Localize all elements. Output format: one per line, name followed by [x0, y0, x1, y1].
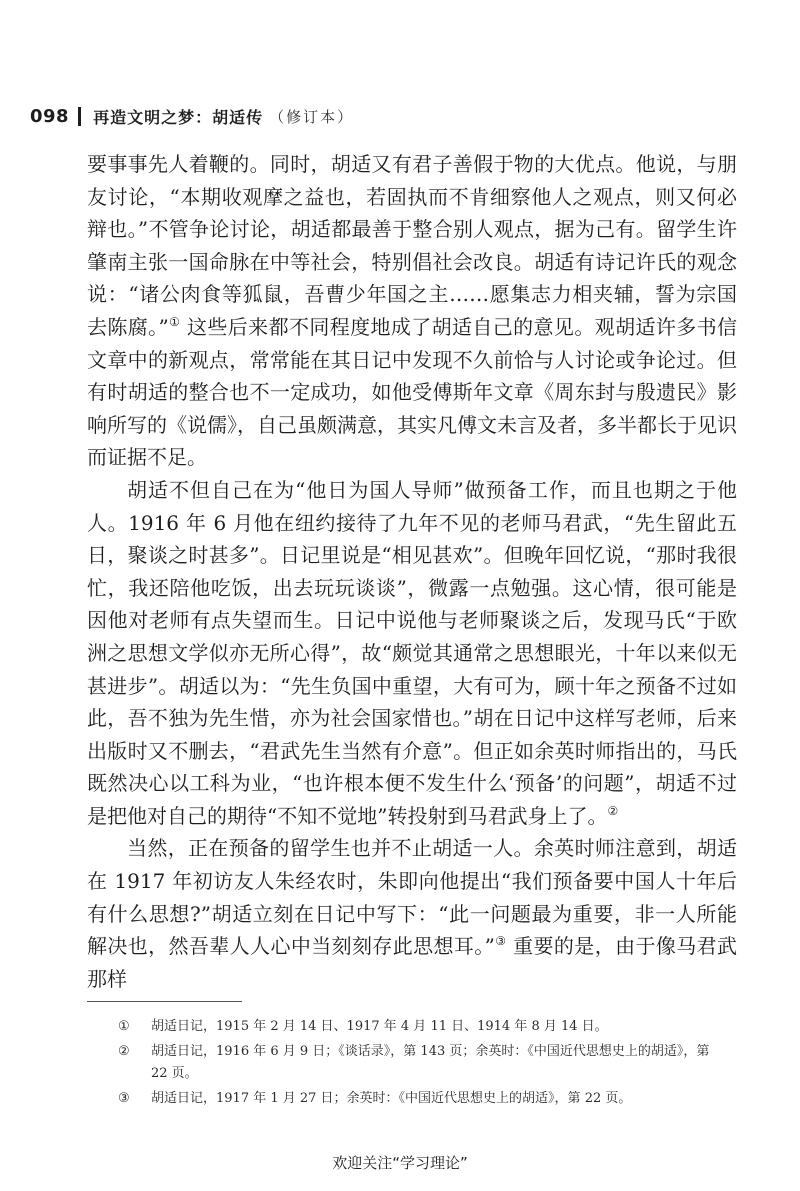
- running-head: [30, 104, 354, 128]
- paragraph-text: 当然，正在预备的留学生也并不止胡适一人。余英时师注意到，胡适在 1917 年初访友人朱经农时，朱即向他提出“我们预备要中国人十年后有什么思想?”胡适立刻在日记中写下：“此一问题最为重要，非一人所能解决也，然吾辈人人心中当刻刻存此思想耳。”: [87, 836, 737, 959]
- paragraph-3: [87, 832, 737, 995]
- book-title: 再造文明之梦：胡适传: [93, 107, 264, 127]
- footnote-1: [118, 1016, 730, 1038]
- footnote-mark: ①: [118, 1019, 130, 1034]
- book-subtitle: （修订本）: [269, 107, 355, 126]
- footnotes: [118, 1016, 730, 1113]
- footnote-text: 胡适日记，1916 年 6 月 9 日；《谈话录》，第 143 页；余英时：《中国近代思想史上的胡适》，第 22 页。: [151, 1044, 710, 1081]
- header-divider-bar: [78, 107, 81, 126]
- footnote-mark: ②: [118, 1044, 130, 1059]
- paragraph-text: 要事事先人着鞭的。同时，胡适又有君子善假于物的大优点。他说，与朋友讨论，“本期收观摩之益也，若固执而不肯细察他人之观点，则又何必辩也。”不管争论讨论，胡适都最善于整合别人观点，据为己有。留学生许肇南主张一国命脉在中等社会，特别倡社会改良。胡适有诗记许氏的观念说：“诸公肉食等狐鼠，吾曹少年国之主……愿集志力相夹辅，誓为宗国去陈腐。”: [87, 152, 737, 339]
- paragraph-2: [87, 474, 737, 833]
- paragraph-text: 胡适不但自己在为“他日为国人导师”做预备工作，而且也期之于他人。1916 年 6 月他在纽约接待了九年不见的老师马君武，“先生留此五日，聚谈之时甚多”。日记里说是“相见甚欢”。但晚年回忆说，“那时我很忙，我还陪他吃饭，出去玩玩谈谈”，微露一点勉强。这心情，很可能是因他对老师有点失望而生。日记中说他与老师聚谈之后，发现马氏“于欧洲之思想文学似亦无所心得”，故“颇觉其通常之思想眼光，十年以来似无甚进步”。胡适以为：“先生负国中重望，大有可为，顾十年之预备不过如此，吾不独为先生惜，亦为社会国家惜也。”胡在日记中这样写老师，后来出版时又不删去，“君武先生当然有介意”。但正如余英时师指出的，马氏既然决心以工科为业，“也许根本便不发生什么‘预备’的问题”，胡适不过是把他对自己的期待“不知不觉地”转投射到马君武身上了。: [87, 477, 737, 828]
- footnote-text: 胡适日记，1917 年 1 月 27 日；余英时：《中国近代思想史上的胡适》，第 22 页。: [151, 1091, 632, 1106]
- footnote-mark: ③: [118, 1091, 130, 1106]
- page-number: 098: [30, 105, 70, 127]
- paragraph-text: 重要的是，由于像马君武那样: [87, 934, 737, 991]
- footnote-2: [118, 1041, 730, 1085]
- footnote-separator: [87, 1001, 242, 1002]
- footnote-ref-2[interactable]: ②: [607, 803, 619, 818]
- footnote-text: 胡适日记，1915 年 2 月 14 日、1917 年 4 月 11 日、1914 年 8 月 14 日。: [151, 1019, 608, 1034]
- paragraph-1: [87, 148, 737, 474]
- body-text: [87, 148, 737, 995]
- footnote-ref-3[interactable]: ③: [494, 934, 507, 949]
- footnote-ref-1[interactable]: ①: [168, 314, 181, 329]
- footnote-3: [118, 1088, 730, 1110]
- footer-watermark-text: 欢迎关注“学习理论”: [332, 1154, 468, 1172]
- paragraph-text: 这些后来都不同程度地成了胡适自己的意见。观胡适许多书信文章中的新观点，常常能在其日记中发现不久前恰与人讨论或争论过。但有时胡适的整合也不一定成功，如他受傅斯年文章《周东封与殷遗民》影响所写的《说儒》，自己虽颇满意，其实凡傅文未言及者，多半都长于见识而证据不足。: [87, 314, 737, 470]
